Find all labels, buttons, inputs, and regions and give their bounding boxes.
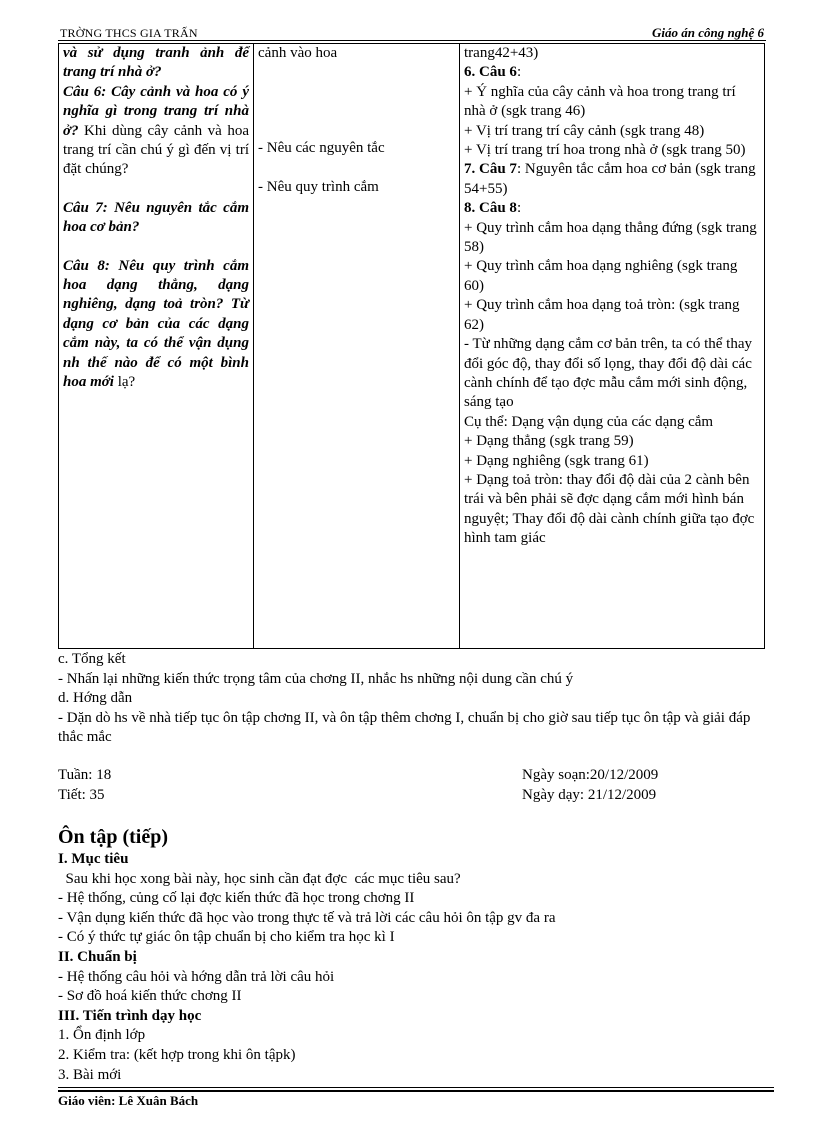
answer-line: + Quy trình cắm hoa dạng thẳng đứng (sgk trang 58) xyxy=(464,219,757,256)
answer-line: - Từ những dạng cắm cơ bản trên, ta có thể thay đổi góc độ, thay đổi số lọng, thay đổi độ dài các cành chính để tạo đợc mẫu cắm mới sinh động, sáng tạo xyxy=(464,336,752,411)
period-label: Tiết: 35 xyxy=(58,786,105,803)
answer-line: + Dạng toả tròn: thay đổi độ dài của 2 cành bên trái và bên phải sẽ đợc dạng cắm mới hình bán nguyệt; Thay đổi độ dài cành chính giữa tạo đợc hình tam giác xyxy=(464,471,755,547)
answer-line: Cụ thể: Dạng vận dụng của các dạng cắm xyxy=(464,413,714,430)
footer-rule-thick xyxy=(58,1090,774,1092)
process-item: 2. Kiểm tra: (kết hợp trong khi ôn tậpk) xyxy=(58,1046,296,1063)
lesson-info-right xyxy=(522,766,658,805)
question-7: Câu 7: Nêu nguyên tắc cắm hoa cơ bản? xyxy=(63,199,249,236)
answer-heading: 7. Câu 7 xyxy=(464,161,517,178)
table-row xyxy=(59,44,765,649)
answer-line: + Vị trí trang trí hoa trong nhà ở (sgk trang 50) xyxy=(464,142,746,159)
summary-line: - Nhấn lại những kiến thức trọng tâm của chơng II, nhắc hs những nội dung cần chú ý xyxy=(58,670,574,687)
preparation-item: - Hệ thống câu hỏi và hớng dẫn trả lời câu hỏi xyxy=(58,968,335,985)
answer-tail: : xyxy=(516,200,522,217)
school-name: TRỜNG THCS GIA TRẤN xyxy=(60,26,198,40)
process-item: 3. Bài mới xyxy=(58,1066,122,1083)
summary-section xyxy=(58,650,788,748)
lesson-info-left xyxy=(58,766,111,805)
objectives-heading: I. Mục tiêu xyxy=(58,851,129,867)
lesson-plan-body xyxy=(58,850,788,1085)
answer-line: + Vị trí trang trí cây cảnh (sgk trang 48) xyxy=(464,122,705,139)
objective-item: - Hệ thống, củng cố lại đợc kiến thức đã học trong chơng II xyxy=(58,890,415,907)
date-taught: Ngày dạy: 21/12/2009 xyxy=(522,786,657,803)
activity-item: - Nêu quy trình cắm xyxy=(258,178,379,195)
answer-line: trang42+43) xyxy=(464,45,539,61)
answer-line: + Ý nghĩa của cây cảnh và hoa trong trang trí nhà ở (sgk trang 46) xyxy=(464,83,736,120)
date-prepared: Ngày soạn:20/12/2009 xyxy=(522,767,659,783)
activities-column xyxy=(254,44,460,649)
question-6: Câu 6: Cây cảnh và hoa có ý nghĩa gì trong trang trí nhà ở? xyxy=(63,83,249,139)
teacher-name: Giáo viên: Lê Xuân Bách xyxy=(58,1093,199,1108)
question-6-tail: Khi dùng cây cảnh và hoa trang trí cần chú ý gì đến vị trí đặt chúng? xyxy=(63,122,249,178)
questions-column xyxy=(59,44,254,649)
footer-rule xyxy=(58,1087,774,1088)
answer-tail: : xyxy=(516,64,522,81)
answer-heading: 6. Câu 6 xyxy=(464,64,517,81)
question-8: Câu 8: Nêu quy trình cắm hoa dạng thẳng, dạng nghiêng, dạng toả tròn? Từ dạng cơ bản của các dạng cắm này, ta có thể vận dụng nh thế nào để có một bình hoa mới xyxy=(63,257,249,391)
answer-line: + Dạng nghiêng (sgk trang 61) xyxy=(464,452,649,469)
summary-heading: c. Tổng kết xyxy=(58,651,126,667)
page-header xyxy=(58,26,766,41)
activity-item: cảnh vào hoa xyxy=(258,45,338,61)
lesson-title: Ôn tập (tiếp) xyxy=(58,826,168,848)
activity-item: - Nêu các nguyên tắc xyxy=(258,140,385,157)
answer-line: + Dạng thẳng (sgk trang 59) xyxy=(464,433,634,450)
subject-title: Giáo án công nghệ 6 xyxy=(652,25,764,40)
lesson-table xyxy=(58,43,765,649)
process-item: 1. Ổn định lớp xyxy=(58,1027,146,1044)
question-8-tail: lạ? xyxy=(113,374,136,391)
objective-item: - Có ý thức tự giác ôn tập chuẩn bị cho kiểm tra học kì I xyxy=(58,929,395,946)
answers-column xyxy=(460,44,765,649)
answer-line: + Quy trình cắm hoa dạng nghiêng (sgk trang 60) xyxy=(464,258,738,294)
answer-heading: 8. Câu 8 xyxy=(464,200,517,217)
week-label: Tuần: 18 xyxy=(58,767,112,783)
preparation-heading: II. Chuẩn bị xyxy=(58,948,137,965)
process-heading: III. Tiến trình dạy học xyxy=(58,1007,202,1024)
objective-item: - Vận dụng kiến thức đã học vào trong thực tế và trả lời các câu hỏi ôn tập gv đa ra xyxy=(58,909,556,926)
answer-line: + Quy trình cắm hoa dạng toả tròn: (sgk trang 62) xyxy=(464,297,740,333)
objective-item: Sau khi học xong bài này, học sinh cần đạt đợc các mục tiêu sau? xyxy=(58,870,461,887)
answer-tail: : Nguyên tắc cắm hoa cơ bản (sgk trang 54+55) xyxy=(464,161,756,197)
guide-heading: d. Hớng dẫn xyxy=(58,690,133,707)
question-5-cont: và sử dụng tranh ảnh để trang trí nhà ở? xyxy=(63,45,249,81)
guide-line: - Dặn dò hs về nhà tiếp tục ôn tập chơng II, và ôn tập thêm chơng I, chuẩn bị cho giờ sau tiếp tục ôn tập và giải đáp thắc mắc xyxy=(58,709,751,746)
preparation-item: - Sơ đồ hoá kiến thức chơng II xyxy=(58,988,242,1005)
